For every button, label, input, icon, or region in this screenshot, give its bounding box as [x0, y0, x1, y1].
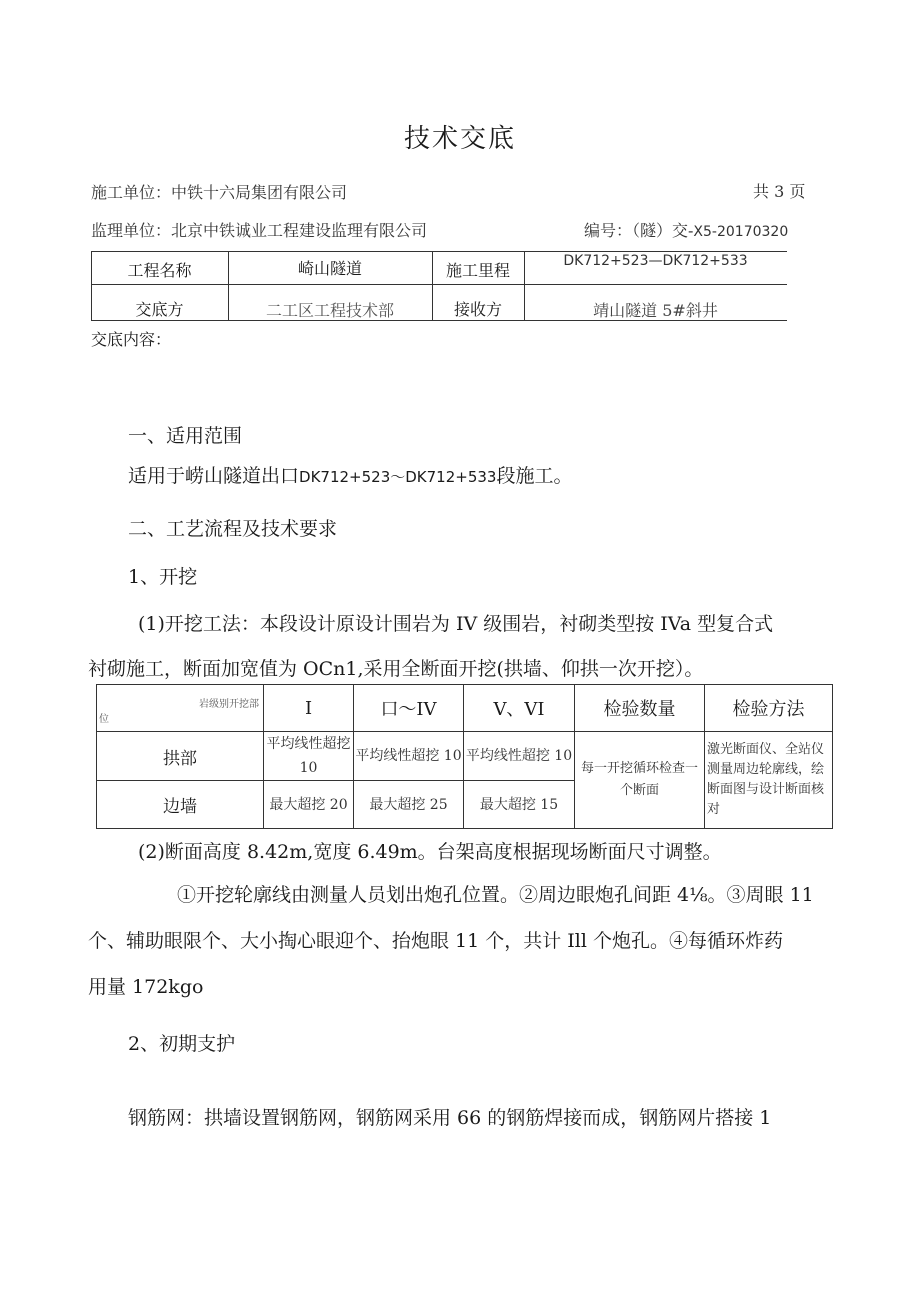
header-check-quantity: 检验数量 [575, 685, 705, 732]
serial-value: X5-20170320 [693, 224, 789, 240]
blasting-line-1: ①开挖轮廓线由测量人员划出炮孔位置。②周边眼炮孔间距 4⅛。③周眼 11 [177, 884, 814, 906]
issuer-label: 交底方 [135, 300, 184, 319]
check-quantity-cell: 每一开挖循环检查一个断面 [575, 732, 705, 829]
excavation-table [96, 684, 833, 829]
info-table-top-rule [91, 251, 787, 252]
row-arch-label: 拱部 [97, 732, 264, 781]
section-1-heading: 一、适用范围 [128, 425, 243, 447]
section-2-heading: 二、工艺流程及技术要求 [128, 518, 338, 540]
project-name: 崎山隧道 [297, 259, 362, 278]
section-1-text [128, 461, 572, 488]
excavation-method-line-1: (1)开挖工法：本段设计原设计围岩为 IV 级围岩，衬砌类型按 IVa 型复合式 [138, 613, 774, 635]
arch-grade-2-4: 平均线性超挖 10 [354, 732, 464, 781]
wall-grade-1: 最大超挖 20 [264, 781, 354, 829]
wall-grade-5-6: 最大超挖 15 [464, 781, 575, 829]
supervisor-line: 监理单位：北京中铁诚业工程建设监理有限公司 [91, 221, 428, 240]
contents-label: 交底内容： [91, 330, 172, 349]
section-1-range: DK712+523～DK712+533 [299, 468, 497, 486]
section-1-text-c: 段施工。 [496, 465, 573, 487]
table-header-row [97, 685, 833, 732]
section-height-width: (2)断面高度 8.42m,宽度 6.49m。台架高度根据现场断面尺寸调整。 [138, 841, 722, 863]
section-2-2-heading: 2、初期支护 [128, 1033, 236, 1055]
total-pages: 共 3 页 [753, 182, 806, 201]
table-corner-cell [97, 685, 264, 732]
info-table [91, 251, 787, 321]
arch-grade-1: 平均线性超挖 10 [264, 732, 354, 781]
corner-bottom-text: 位 [99, 714, 109, 725]
corner-top-text: 岩级别开挖部 [199, 699, 259, 710]
receiver-label: 接收方 [453, 300, 502, 319]
excavation-method-line-2: 衬砌施工，断面加宽值为 OCn1,采用全断面开挖(拱墙、仰拱一次开挖）。 [88, 658, 704, 680]
section-1-text-a: 适用于崂山隧道出口 [128, 465, 300, 487]
receiver-value: 靖山隧道 5#斜井 [593, 301, 718, 320]
contractor-line: 施工单位：中铁十六局集团有限公司 [91, 183, 348, 202]
serial-number [584, 218, 788, 241]
steel-mesh-text: 钢筋网：拱墙设置钢筋网，钢筋网采用 66 的钢筋焊接而成，钢筋网片搭接 1 [128, 1107, 772, 1129]
row-wall-label: 边墙 [97, 781, 264, 829]
header-check-method: 检验方法 [705, 685, 833, 732]
serial-label: 编号：（隧）交- [584, 221, 694, 240]
blasting-line-3: 用量 172kgo [88, 976, 204, 998]
mileage-value: DK712+523—DK712+533 [563, 253, 748, 269]
info-table-mid-rule [91, 284, 787, 285]
header-grade-1: I [264, 685, 354, 732]
mileage-label: 施工里程 [445, 261, 510, 280]
section-2-1-heading: 1、开挖 [128, 566, 198, 588]
header-grade-2-4: 口～IV [354, 685, 464, 732]
table-row [97, 732, 833, 781]
document-title: 技术交底 [403, 124, 516, 154]
check-method-cell: 激光断面仪、全站仪测量周边轮廓线，绘断面图与设计断面核对 [705, 732, 833, 829]
arch-grade-5-6: 平均线性超挖 10 [464, 732, 575, 781]
project-name-label: 工程名称 [127, 261, 192, 280]
header-grade-5-6: V、VI [464, 685, 575, 732]
wall-grade-2-4: 最大超挖 25 [354, 781, 464, 829]
issuer-value: 二工区工程技术部 [265, 301, 394, 320]
blasting-line-2: 个、辅助眼限个、大小掏心眼迎个、抬炮眼 11 个，共计 Ill 个炮孔。④每循环炸药 [88, 930, 783, 952]
